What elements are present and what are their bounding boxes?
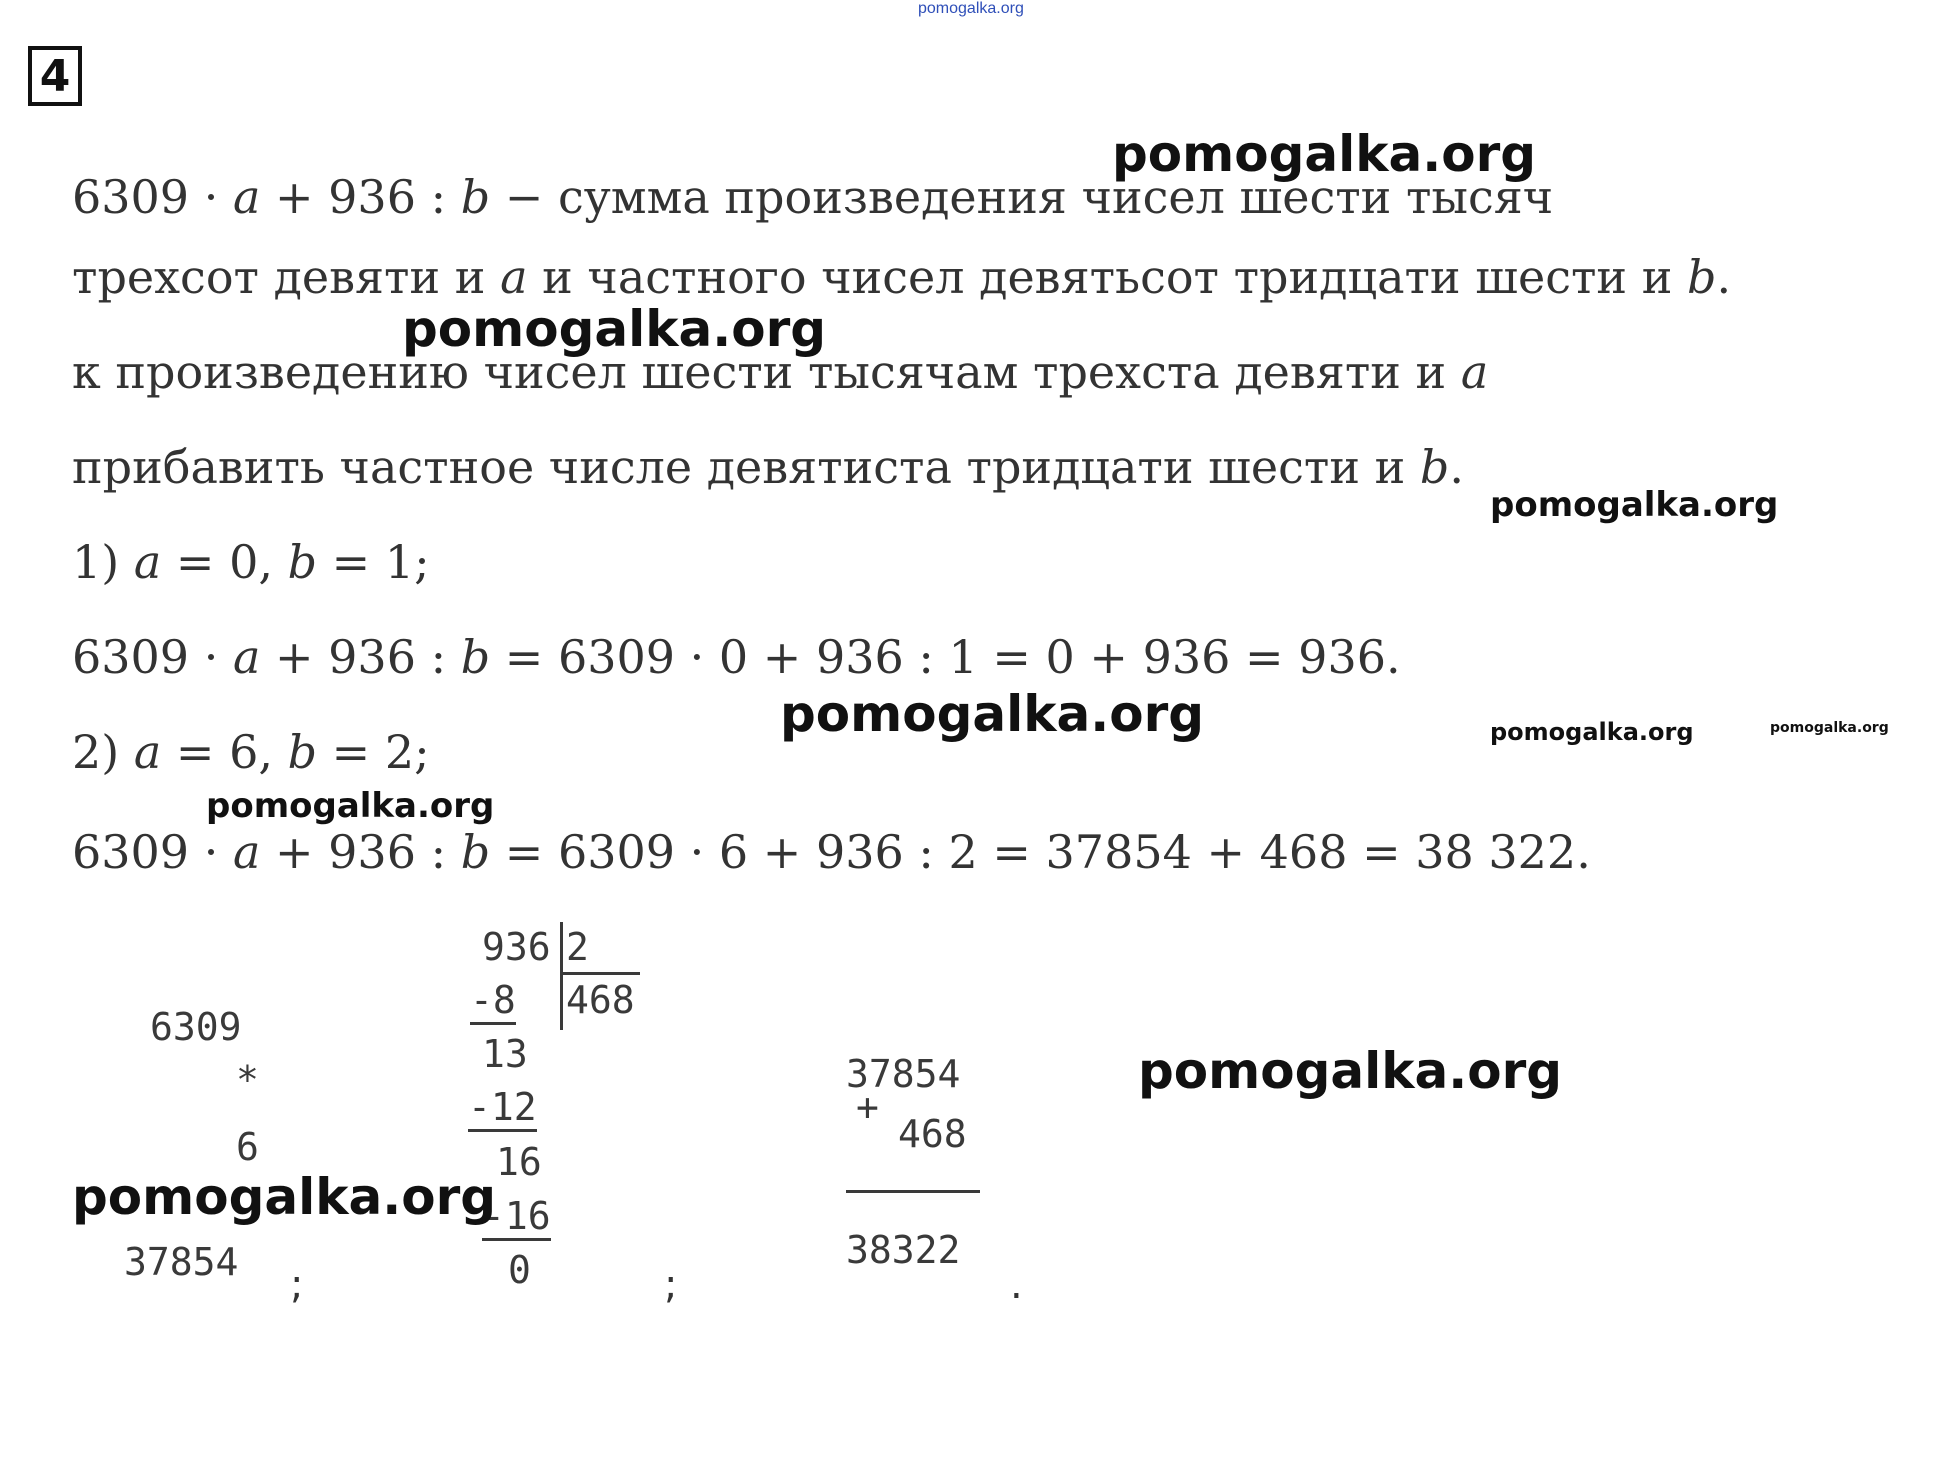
mult-separator: ; — [290, 1262, 304, 1308]
div-quotient: 468 — [566, 978, 635, 1022]
div-vertical-bar — [560, 922, 563, 1030]
div-horizontal-bar — [560, 972, 640, 975]
watermark: pomogalka.org — [1490, 485, 1779, 525]
div-divisor: 2 — [566, 925, 589, 969]
watermark: pomogalka.org — [1770, 720, 1889, 736]
case1-calculation: 6309 · a + 936 : b = 6309 · 0 + 936 : 1 = 0 + 936 = 936. — [72, 630, 1401, 684]
case2-values: 2) a = 6, b = 2; — [72, 725, 430, 779]
mult-top: 6309 — [150, 1005, 242, 1049]
div-remainder-3: 0 — [508, 1248, 531, 1292]
watermark: pomogalka.org — [72, 1168, 497, 1226]
add-top: 37854 — [846, 1052, 961, 1096]
case1-values: 1) a = 0, b = 1; — [72, 535, 430, 589]
case2-calculation: 6309 · a + 936 : b = 6309 · 6 + 936 : 2 = 37854 + 468 = 38 322. — [72, 825, 1591, 879]
add-result: 38322 — [846, 1228, 961, 1272]
description-line-2: трехсот девяти и a и частного чисел девятьсот тридцати шести и b. — [72, 250, 1732, 304]
description-line-3: к произведению чисел шести тысячам трехста девяти и a — [72, 345, 1489, 399]
watermark: pomogalka.org — [206, 786, 495, 826]
watermark: pomogalka.org — [1112, 125, 1537, 183]
div-step-2: -12 — [468, 1085, 537, 1132]
div-step-3: -16 — [482, 1194, 551, 1241]
mult-result: 37854 — [124, 1240, 239, 1284]
watermark: pomogalka.org — [780, 685, 1205, 743]
description-line-4: прибавить частное числе девятиста тридцати шести и b. — [72, 440, 1464, 494]
watermark: pomogalka.org — [402, 300, 827, 358]
add-bottom: 468 — [898, 1112, 967, 1156]
mult-bottom: 6 — [236, 1125, 259, 1169]
div-step-1: -8 — [470, 978, 516, 1025]
watermark: pomogalka.org — [1490, 718, 1694, 746]
div-separator: ; — [664, 1262, 678, 1308]
top-watermark: pomogalka.org — [918, 0, 1024, 17]
description-line-1: 6309 · a + 936 : b − сумма произведения чисел шести тысяч — [72, 170, 1554, 224]
mult-operator: * — [236, 1058, 259, 1102]
add-end-dot: . — [1010, 1262, 1023, 1308]
watermark: pomogalka.org — [1138, 1042, 1563, 1100]
task-number-box: 4 — [28, 46, 82, 106]
div-remainder-1: 13 — [482, 1032, 528, 1076]
add-operator: + — [856, 1085, 879, 1129]
div-dividend: 936 — [482, 925, 551, 969]
div-remainder-2: 16 — [496, 1140, 542, 1184]
add-rule — [846, 1190, 980, 1193]
